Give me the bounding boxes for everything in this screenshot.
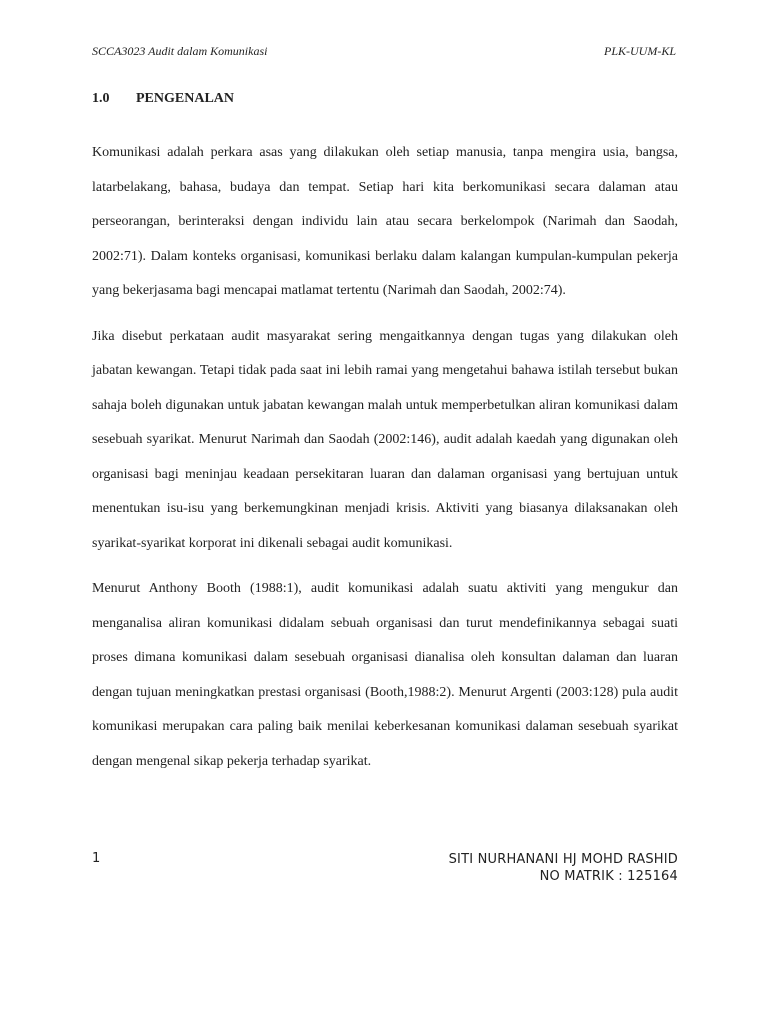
header-institution: PLK-UUM-KL [603, 44, 676, 58]
page-number: 1 [92, 851, 101, 866]
section-title: PENGENALAN [136, 91, 235, 106]
body-text [92, 136, 678, 790]
matric-number: NO MATRIK : 125164 [539, 869, 678, 884]
paragraph: Menurut Anthony Booth (1988:1), audit komunikasi adalah suatu aktiviti yang mengukur dan menganalisa aliran komunikasi didalam sebuah organisasi dan turut mendefinikannya sebagai suati proses dimana komunikasi dalam sesebuah organisasi dianalisa oleh konsultan dalaman dan luaran dengan tujuan meningkatkan prestasi organisasi (Booth,1988:2). Menurut Argenti (2003:128) pula audit komunikasi merupakan cara paling baik menilai keberkesanan komunikasi dalaman sesebuah syarikat dengan mengenal sikap pekerja terhadap syarikat. [92, 581, 678, 769]
section-number: 1.0 [92, 91, 110, 106]
author-name: SITI NURHANANI HJ MOHD RASHID [448, 852, 678, 867]
header-course-title: SCCA3023 Audit dalam Komunikasi [92, 44, 268, 58]
section-heading [92, 91, 234, 107]
paragraph: Komunikasi adalah perkara asas yang dilakukan oleh setiap manusia, tanpa mengira usia, bangsa, latarbelakang, bahasa, budaya dan tempat. Setiap hari kita berkomunikasi secara dalaman atau perseorangan, berinteraksi dengan individu lain atau secara berkelompok (Narimah dan Saodah, 2002:71). Dalam konteks organisasi, komunikasi berlaku dalam kalangan kumpulan-kumpulan pekerja yang bekerjasama bagi mencapai matlamat tertentu (Narimah dan Saodah, 2002:74). [92, 145, 678, 298]
paragraph: Jika disebut perkataan audit masyarakat sering mengaitkannya dengan tugas yang dilakukan oleh jabatan kewangan. Tetapi tidak pada saat ini lebih ramai yang mengetahui bahawa istilah tersebut bukan sahaja boleh digunakan untuk jabatan kewangan malah untuk memperbetulkan aliran komunikasi dalam sesebuah syarikat. Menurut Narimah dan Saodah (2002:146), audit adalah kaedah yang digunakan oleh organisasi bagi meninjau keadaan persekitaran luaran dan dalaman organisasi yang bertujuan untuk menentukan isu-isu yang berkemungkinan menjadi krisis. Aktiviti yang biasanya dilaksanakan oleh syarikat-syarikat korporat ini dikenali sebagai audit komunikasi. [92, 328, 678, 551]
footer-author-block [449, 851, 678, 885]
